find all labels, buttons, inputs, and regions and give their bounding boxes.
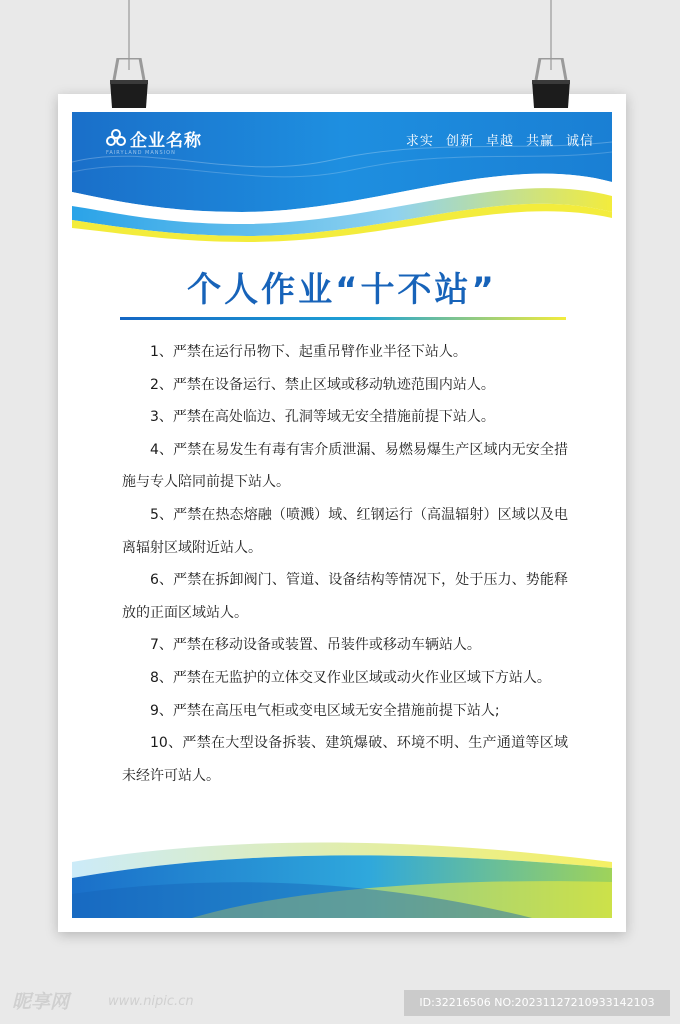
title-underline xyxy=(120,317,566,320)
logo-text: 企业名称 xyxy=(130,131,202,151)
poster-title: 个人作业“十不站” xyxy=(187,270,497,310)
watermark-id: ID:32216506 NO:20231127210933142103 xyxy=(404,990,670,1016)
rule-item: 3、严禁在高处临边、孔洞等域无安全措施前提下站人。 xyxy=(150,409,495,426)
slogan-item: 诚信 xyxy=(565,134,594,149)
watermark-site-logo: 昵享网 xyxy=(12,991,70,1013)
rule-item: 4、严禁在易发生有毒有害介质泄漏、易燃易爆生产区域内无安全措施与专人陪同前提下站人。 xyxy=(122,441,568,491)
watermark-url: www.nipic.cn xyxy=(108,994,194,1009)
company-logo xyxy=(106,126,202,151)
logo-flower-icon xyxy=(106,129,126,149)
slogan-item: 求实 xyxy=(405,134,434,149)
rule-item: 10、严禁在大型设备拆装、建筑爆破、环境不明、生产通道等区域未经许可站人。 xyxy=(122,735,568,784)
rule-item: 9、严禁在高压电气柜或变电区域无安全措施前提下站人; xyxy=(150,702,500,719)
slogan-item: 卓越 xyxy=(485,134,514,149)
rule-item: 1、严禁在运行吊物下、起重吊臂作业半径下站人。 xyxy=(150,344,467,360)
binder-clip-icon xyxy=(528,58,574,110)
poster-content xyxy=(72,112,612,918)
slogans xyxy=(406,130,594,149)
rule-item: 6、严禁在拆卸阀门、管道、设备结构等情况下，处于压力、势能释放的正面区域站人。 xyxy=(122,572,568,621)
rules-list xyxy=(122,336,568,792)
slogan-item: 共赢 xyxy=(525,134,554,149)
logo-subtext: FAIRYLAND MANSION xyxy=(106,150,176,156)
rule-item: 2、严禁在设备运行、禁止区域或移动轨迹范围内站人。 xyxy=(150,376,495,393)
poster xyxy=(58,94,626,932)
rule-item: 8、严禁在无监护的立体交叉作业区域或动火作业区域下方站人。 xyxy=(150,669,551,686)
rule-item: 5、严禁在热态熔融（喷溅）域、红钢运行（高温辐射）区域以及电离辐射区域附近站人。 xyxy=(122,506,568,556)
footer-wave-background xyxy=(72,838,612,918)
rule-item: 7、严禁在移动设备或装置、吊装件或移动车辆站人。 xyxy=(150,637,481,654)
binder-clip-icon xyxy=(106,58,152,110)
slogan-item: 创新 xyxy=(445,134,474,149)
